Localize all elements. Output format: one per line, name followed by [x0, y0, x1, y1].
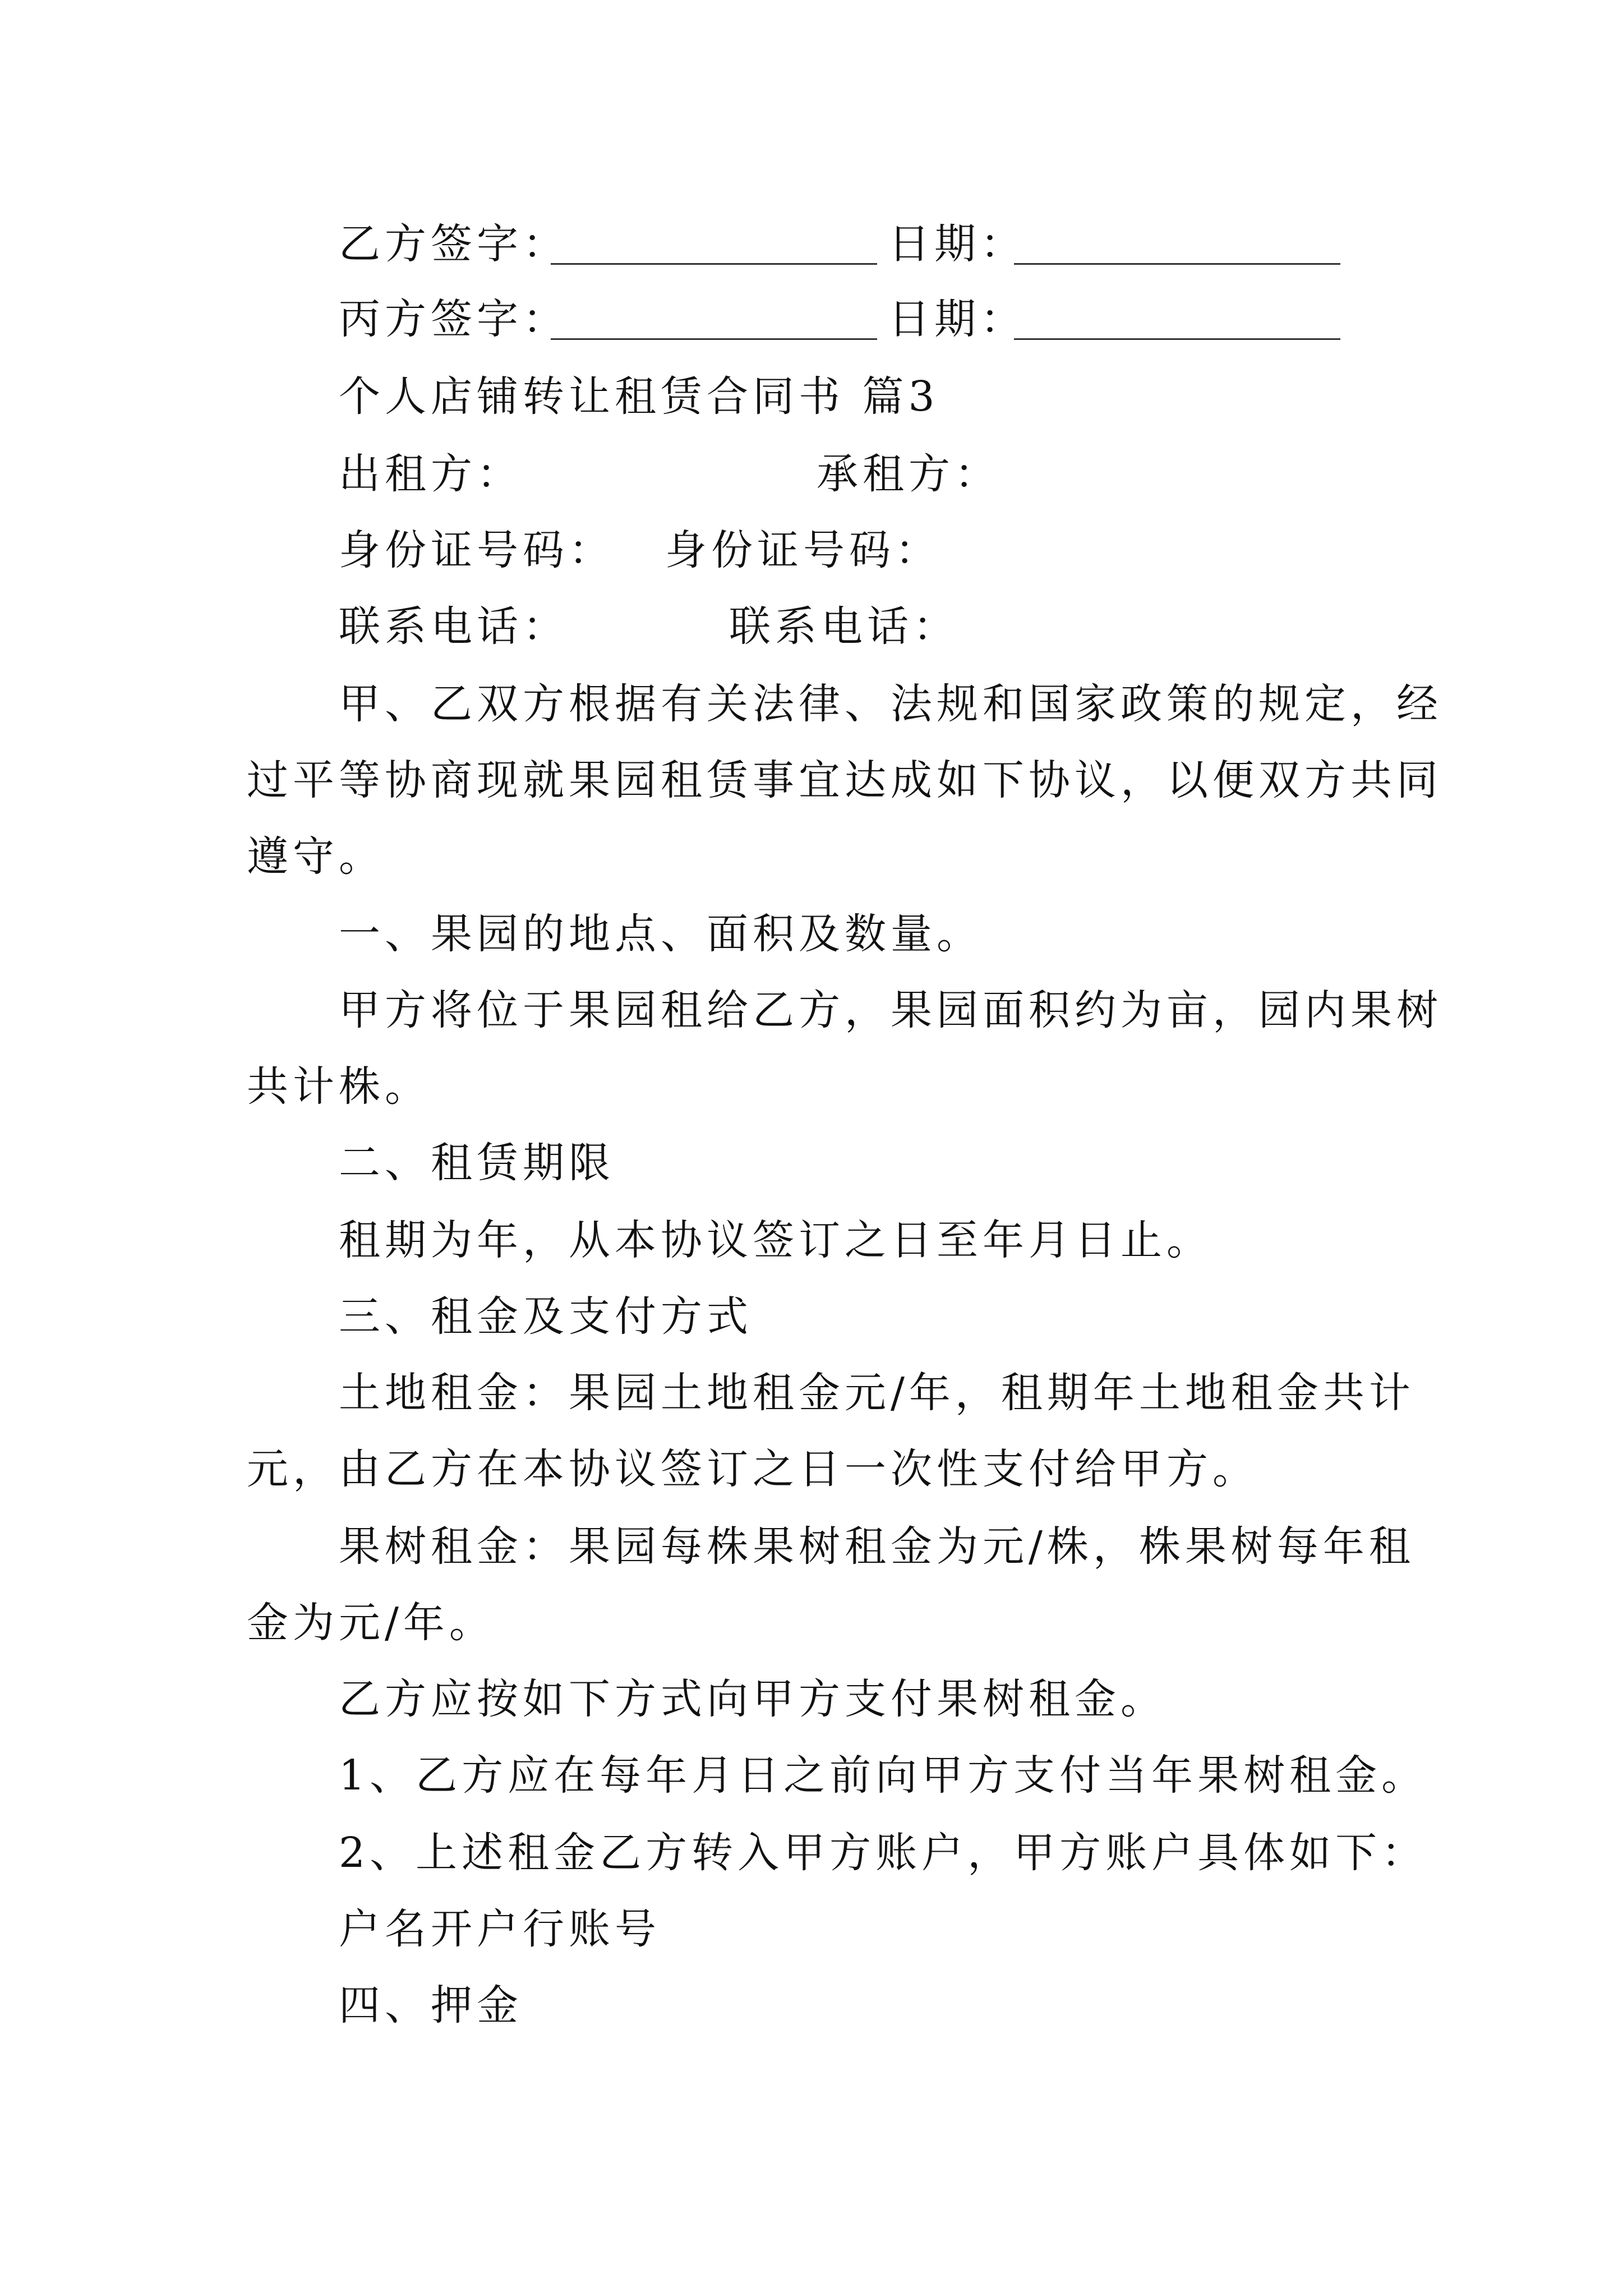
lessor-label: 出租方： [339, 450, 523, 498]
party-b-date-blank [1014, 263, 1340, 265]
party-c-signature-label: 丙方签字： [339, 295, 569, 343]
land-rent-line: 土地租金：果园土地租金元/年，租期年土地租金共计 [339, 1369, 1415, 1417]
party-c-signature-blank [551, 338, 877, 340]
party-b-signature-label: 乙方签字： [339, 220, 569, 268]
payment-item-1: 1、乙方应在每年月日之前向甲方支付当年果树租金。 [339, 1751, 1428, 1800]
party-c-date-label: 日期： [888, 295, 1026, 343]
preamble-line: 遵守。 [247, 832, 385, 881]
phone-label-right: 联系电话： [729, 602, 959, 651]
document-heading: 个人店铺转让租赁合同书 篇3 [339, 372, 939, 421]
section-2-title: 二、租赁期限 [339, 1139, 615, 1187]
account-info: 户名开户行账号 [339, 1905, 661, 1953]
party-b-date-label: 日期： [888, 220, 1026, 268]
section-1-line: 甲方将位于果园租给乙方，果园面积约为亩，园内果树 [339, 986, 1442, 1034]
id-number-label-right: 身份证号码： [665, 526, 941, 574]
payment-item-2: 2、上述租金乙方转入甲方账户，甲方账户具体如下： [339, 1829, 1428, 1877]
party-b-signature-blank [551, 263, 877, 265]
tree-rent-line: 果树租金：果园每株果树租金为元/株，株果树每年租 [339, 1522, 1415, 1571]
section-3-title: 三、租金及支付方式 [339, 1292, 753, 1341]
section-1-title: 一、果园的地点、面积及数量。 [339, 910, 983, 958]
payment-intro: 乙方应按如下方式向甲方支付果树租金。 [339, 1675, 1166, 1723]
land-rent-line: 元，由乙方在本协议签订之日一次性支付给甲方。 [247, 1445, 1258, 1493]
section-2-line: 租期为年，从本协议签订之日至年月日止。 [339, 1216, 1212, 1264]
lessee-label: 承租方： [817, 450, 1000, 498]
phone-label-left: 联系电话： [339, 602, 569, 651]
section-4-title: 四、押金 [339, 1981, 523, 2030]
tree-rent-line: 金为元/年。 [247, 1599, 495, 1647]
id-number-label-left: 身份证号码： [339, 526, 615, 574]
preamble-line: 甲、乙双方根据有关法律、法规和国家政策的规定，经 [339, 680, 1442, 728]
preamble-line: 过平等协商现就果园租赁事宜达成如下协议，以便双方共同 [247, 756, 1442, 804]
party-c-date-blank [1014, 338, 1340, 340]
section-1-line: 共计株。 [247, 1062, 431, 1111]
